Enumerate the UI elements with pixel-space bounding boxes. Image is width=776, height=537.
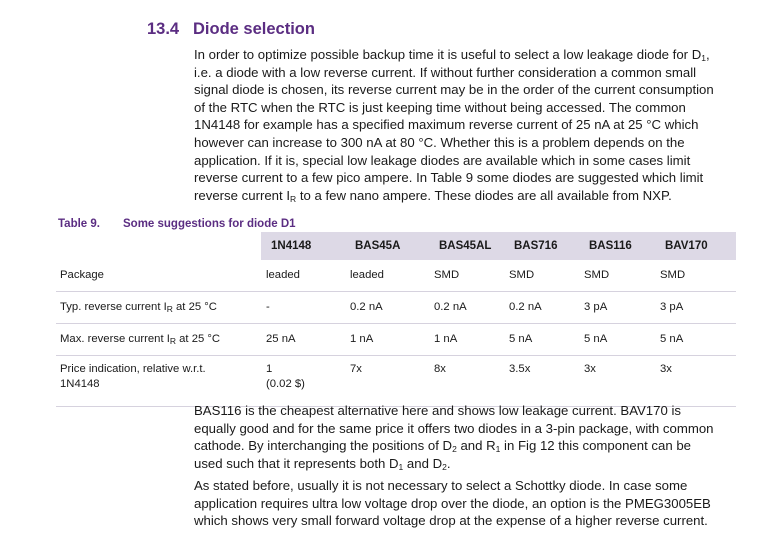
- table-row: [56, 260, 736, 292]
- table-cell: SMD: [579, 260, 655, 292]
- table-cell: SMD: [655, 260, 736, 292]
- row-label: Price indication, relative w.r.t. 1N4148: [56, 356, 261, 407]
- paragraph-line: reverse current to a few pico ampere. In Table 9 some diodes are suggested which limit: [194, 170, 704, 186]
- table-cell: SMD: [504, 260, 579, 292]
- table-cell: 3 pA: [655, 292, 736, 324]
- paragraph-line: equally good and for the same price it offers two diodes in a 3-pin package, with common: [194, 420, 714, 436]
- table-cell: 1 nA: [429, 324, 504, 356]
- paragraph-line: i.e. a diode with a low reverse current. If without further consideration a common small: [194, 64, 697, 80]
- table-cell: 7x: [345, 356, 429, 407]
- header-cell: BAS716: [504, 232, 579, 260]
- section-number: 13.4: [147, 20, 180, 38]
- table-cell: 0.2 nA: [345, 292, 429, 324]
- table-cell: 3.5x: [504, 356, 579, 407]
- table-cell: 1 (0.02 $): [261, 356, 345, 407]
- paragraph-line: application requires ultra low voltage drop over the diode, an option is the PMEG3005EB: [194, 495, 711, 511]
- table-cell: 1 nA: [345, 324, 429, 356]
- header-cell: BAS45A: [345, 232, 429, 260]
- table-row: [56, 324, 736, 356]
- table-cell: leaded: [345, 260, 429, 292]
- header-cell: BAS116: [579, 232, 655, 260]
- table-cell: 3 pA: [579, 292, 655, 324]
- section-title: Diode selection: [193, 20, 315, 38]
- table-title: Some suggestions for diode D1: [123, 218, 296, 230]
- paragraph-line: of the RTC when the RTC is just keeping time without being accessed. The common: [194, 99, 686, 115]
- header-corner: [56, 232, 261, 260]
- table-cell: 25 nA: [261, 324, 345, 356]
- row-label: Typ. reverse current $I_R$ at 25 °C: [56, 292, 261, 324]
- table-cell: 5 nA: [579, 324, 655, 356]
- table-cell: 0.2 nA: [429, 292, 504, 324]
- paragraph-line: signal diode is chosen, its reverse current may be in the order of the current consumption: [194, 82, 714, 98]
- paragraph-line: reverse current $I_R$ to a few nano ampere. These diodes are all available from NXP.: [194, 187, 672, 204]
- paragraph-after-table-2: [194, 477, 754, 530]
- paragraph-line: 1N4148 for example has a specified maximum reverse current of 25 nA at 25 °C which: [194, 117, 699, 133]
- paragraph-line: used such that it represents both $D_1$ and $D_2$.: [194, 455, 451, 472]
- table-cell: 5 nA: [655, 324, 736, 356]
- table-cell: SMD: [429, 260, 504, 292]
- table-header-row: [56, 232, 736, 260]
- section-heading: [147, 20, 315, 39]
- row-label: Max. reverse current $I_R$ at 25 °C: [56, 324, 261, 356]
- intro-paragraph: [194, 46, 754, 204]
- header-cell: 1N4148: [261, 232, 345, 260]
- row-label: Package: [56, 260, 261, 292]
- diode-table: [56, 232, 736, 407]
- paragraph-line: cathode. By interchanging the positions of $D_2$ and $R_1$ in Fig 12 this component can be: [194, 438, 691, 455]
- table-cell: -: [261, 292, 345, 324]
- table-cell: leaded: [261, 260, 345, 292]
- paragraph-line: In order to optimize possible backup time it is useful to select a low leakage diode for $D_1$,: [194, 47, 710, 63]
- paragraph-line: BAS116 is the cheapest alternative here and shows low leakage current. BAV170 is: [194, 403, 682, 418]
- table-cell: 3x: [655, 356, 736, 407]
- table-row: [56, 292, 736, 324]
- paragraph-after-table-1: [194, 402, 754, 472]
- table-cell: 5 nA: [504, 324, 579, 356]
- paragraph-line: however can increase to 300 nA at 80 °C. Whether this is a problem depends on the: [194, 134, 685, 150]
- paragraph-line: As stated before, usually it is not necessary to select a Schottky diode. In case some: [194, 478, 688, 493]
- table-number: Table 9.: [58, 218, 100, 230]
- table-cell: 3x: [579, 356, 655, 407]
- paragraph-line: application. If it is, special low leakage diodes are available which in some cases limit: [194, 152, 691, 168]
- header-cell: BAV170: [655, 232, 736, 260]
- paragraph-line: which shows very small forward voltage drop at the expense of a higher reverse current.: [194, 513, 708, 529]
- table-cell: 8x: [429, 356, 504, 407]
- header-cell: BAS45AL: [429, 232, 504, 260]
- table-cell: 0.2 nA: [504, 292, 579, 324]
- table-caption: [58, 218, 296, 230]
- table-row: [56, 356, 736, 407]
